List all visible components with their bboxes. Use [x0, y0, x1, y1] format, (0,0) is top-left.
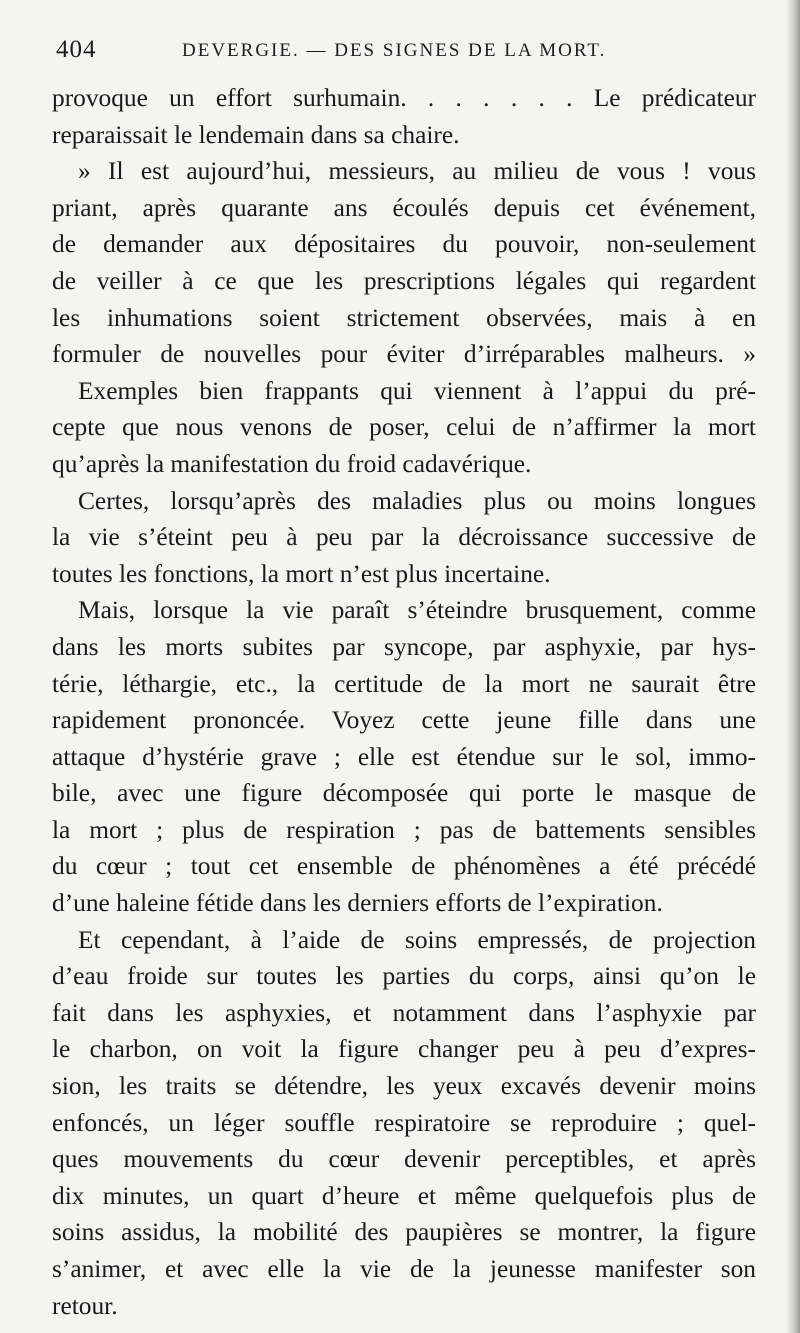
text-line: retour. [52, 1291, 118, 1320]
text-line: soins assidus, la mobilité des paupières se montrer, la figure [52, 1218, 756, 1247]
text-line: Certes, lorsqu’après des maladies plus ou moins longues [78, 486, 756, 515]
text-line: Mais, lorsque la vie paraît s’éteindre brusquement, comme [78, 596, 756, 625]
text-line: Exemples bien frappants qui viennent à l’appui du pré- [78, 376, 756, 405]
text-line: bile, avec une figure décomposée qui porte le masque de [52, 779, 756, 808]
text-line: priant, après quarante ans écoulés depuis cet événement, [52, 193, 756, 222]
text-line: toutes les fonctions, la mort n’est plus incertaine. [52, 559, 551, 588]
text-line: la vie s’éteint peu à peu par la décroissance successive de [52, 523, 756, 552]
text-line: ques mouvements du cœur devenir perceptibles, et après [52, 1145, 756, 1174]
text-line: d’une haleine fétide dans les derniers efforts de l’expiration. [52, 889, 663, 918]
text-line: qu’après la manifestation du froid cadavérique. [52, 449, 532, 478]
text-line: la mort ; plus de respiration ; pas de battements sensibles [52, 815, 756, 844]
text-line: de demander aux dépositaires du pouvoir, non-seulement [52, 230, 756, 259]
text-line: attaque d’hystérie grave ; elle est étendue sur le sol, immo- [52, 742, 756, 771]
text-line: sion, les traits se détendre, les yeux excavés devenir moins [52, 1072, 756, 1101]
text-line: cepte que nous venons de poser, celui de n’affirmer la mort [52, 413, 756, 442]
page-edge-shadow [786, 0, 800, 1333]
text-line: » Il est aujourd’hui, messieurs, au milieu de vous ! vous [78, 157, 756, 186]
text-line: de veiller à ce que les prescriptions légales qui regardent [52, 266, 756, 295]
body-text [52, 80, 756, 1324]
text-line: térie, léthargie, etc., la certitude de la mort ne saurait être [52, 669, 756, 698]
text-line: d’eau froide sur toutes les parties du corps, ainsi qu’on le [52, 962, 756, 991]
running-head: DEVERGIE. — DES SIGNES DE LA MORT. [182, 40, 607, 61]
text-line: rapidement prononcée. Voyez cette jeune fille dans une [52, 706, 756, 735]
text-line: dix minutes, un quart d’heure et même quelquefois plus de [52, 1181, 756, 1210]
text-line: Et cependant, à l’aide de soins empressés, de projection [78, 925, 756, 954]
text-line: reparaissait le lendemain dans sa chaire. [52, 120, 460, 149]
text-line: fait dans les asphyxies, et notamment dans l’asphyxie par [52, 998, 756, 1027]
text-line: les inhumations soient strictement observées, mais à en [52, 303, 756, 332]
text-line: dans les morts subites par syncope, par asphyxie, par hys- [52, 632, 756, 661]
text-line: le charbon, on voit la figure changer peu à peu d’expres- [52, 1035, 756, 1064]
text-line: provoque un effort surhumain. . . . . . . Le prédicateur [52, 84, 756, 112]
page-header [52, 36, 752, 72]
page-number: 404 [56, 36, 97, 63]
text-line: enfoncés, un léger souffle respiratoire se reproduire ; quel- [52, 1108, 756, 1137]
text-line: s’animer, et avec elle la vie de la jeunesse manifester son [52, 1255, 756, 1283]
text-line: formuler de nouvelles pour éviter d’irréparables malheurs. » [52, 340, 756, 369]
text-line: du cœur ; tout cet ensemble de phénomènes a été précédé [52, 852, 756, 881]
